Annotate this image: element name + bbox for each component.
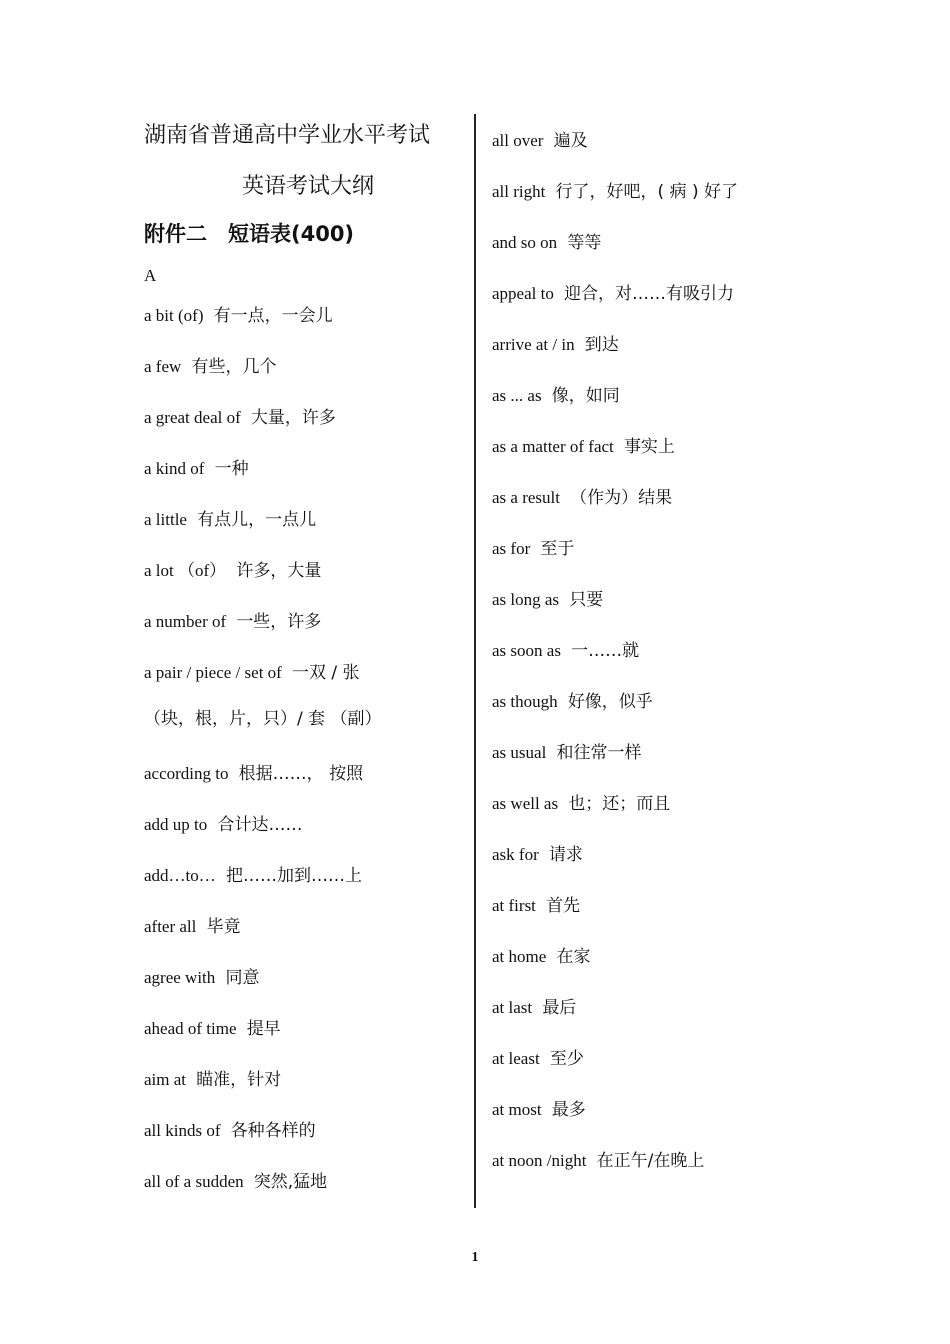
phrase-entry (144, 508, 316, 532)
phrase-chinese: 根据……， 按照 (238, 764, 364, 784)
phrase-english: add…to… (144, 866, 216, 885)
phrase-english: a lot （of） (144, 561, 227, 580)
phrase-english: add up to (144, 815, 208, 834)
document-title: 湖南省普通高中学业水平考试 (144, 123, 431, 148)
phrase-chinese: 只要 (569, 590, 604, 610)
phrase-chinese: 至少 (549, 1049, 584, 1069)
phrase-entry (492, 180, 738, 204)
phrase-chinese: 像，如同 (551, 386, 620, 406)
phrase-chinese: 有些，几个 (191, 357, 277, 377)
phrase-chinese: 行了，好吧，( 病 ) 好了 (555, 182, 739, 202)
phrase-entry (492, 129, 588, 153)
phrase-chinese: （作为）结果 (570, 488, 673, 508)
phrase-chinese: 首先 (546, 896, 581, 916)
phrase-chinese: 有一点，一会儿 (213, 306, 333, 326)
phrase-english: arrive at / in (492, 335, 575, 354)
phrase-chinese: 各种各样的 (230, 1121, 316, 1141)
column-divider (474, 114, 476, 1208)
phrase-english: a bit (of) (144, 306, 204, 325)
phrase-english: a kind of (144, 459, 205, 478)
document-subtitle: 英语考试大纲 (241, 174, 374, 199)
phrase-chinese: 事实上 (623, 437, 675, 457)
phrase-chinese: 一些，许多 (236, 612, 322, 632)
phrase-english: all right (492, 182, 546, 201)
phrase-chinese: 提早 (246, 1019, 281, 1039)
phrase-entry (492, 1149, 704, 1173)
phrase-english: all of a sudden (144, 1172, 244, 1191)
phrase-chinese: 一种 (214, 459, 249, 479)
phrase-entry (144, 457, 249, 481)
phrase-entry (492, 384, 620, 408)
phrase-chinese: 一双 / 张 (292, 663, 360, 683)
phrase-entry (144, 966, 259, 990)
phrase-chinese: 把……加到……上 (225, 866, 362, 886)
phrase-chinese: 在家 (556, 947, 591, 967)
phrase-english: according to (144, 764, 229, 783)
phrase-chinese: 等等 (567, 233, 602, 253)
phrase-chinese: 最后 (542, 998, 577, 1018)
phrase-entry (492, 1098, 586, 1122)
phrase-entry (492, 741, 641, 765)
phrase-entry (144, 762, 363, 786)
section-heading: 附件二 短语表(400) (144, 222, 355, 246)
phrase-english: at first (492, 896, 536, 915)
phrase-chinese: 毕竟 (206, 917, 241, 937)
phrase-english: at noon /night (492, 1151, 587, 1170)
phrase-english: a pair / piece / set of (144, 663, 282, 682)
phrase-english: as for (492, 539, 531, 558)
phrase-english: a great deal of (144, 408, 241, 427)
phrase-entry (144, 355, 276, 379)
phrase-entry (492, 996, 576, 1020)
phrase-chinese: 同意 (225, 968, 260, 988)
phrase-english: and so on (492, 233, 558, 252)
phrase-english: appeal to (492, 284, 554, 303)
phrase-english: at most (492, 1100, 542, 1119)
phrase-english: a number of (144, 612, 227, 631)
phrase-entry (144, 1017, 281, 1041)
page-number: 1 (471, 1250, 479, 1265)
phrase-entry (492, 690, 653, 714)
phrase-english: agree with (144, 968, 216, 987)
phrase-entry (144, 304, 333, 328)
phrase-chinese: 迎合，对……有吸引力 (564, 284, 735, 304)
phrase-entry (144, 813, 302, 837)
phrase-chinese: 好像，似乎 (567, 692, 653, 712)
phrase-english: as ... as (492, 386, 542, 405)
phrase-chinese: 和往常一样 (556, 743, 642, 763)
phrase-entry (144, 559, 321, 583)
phrase-entry (144, 864, 362, 888)
phrase-english: all over (492, 131, 544, 150)
phrase-entry (144, 610, 321, 634)
phrase-english: aim at (144, 1070, 187, 1089)
phrase-entry (492, 486, 672, 510)
phrase-entry (492, 945, 590, 969)
phrase-chinese: 也；还；而且 (568, 794, 671, 814)
phrase-english: at home (492, 947, 547, 966)
phrase-chinese: 有点儿，一点儿 (197, 510, 317, 530)
phrase-english: as usual (492, 743, 547, 762)
phrase-english: as a matter of fact (492, 437, 614, 456)
phrase-english: a few (144, 357, 182, 376)
phrase-entry (492, 1047, 584, 1071)
phrase-entry (492, 435, 675, 459)
section-letter: A (144, 266, 157, 285)
phrase-chinese: 合计达…… (217, 815, 303, 835)
phrase-chinese: 至于 (540, 539, 575, 559)
phrase-chinese: 一……就 (571, 641, 640, 661)
phrase-chinese: 遍及 (553, 131, 588, 151)
phrase-chinese: 许多，大量 (236, 561, 322, 581)
phrase-english: after all (144, 917, 197, 936)
phrase-english: as long as (492, 590, 560, 609)
phrase-entry (144, 406, 336, 430)
phrase-entry (144, 915, 241, 939)
phrase-chinese: （块，根，片，只）/ 套 （副） (144, 709, 382, 729)
phrase-entry (492, 231, 601, 255)
phrase-entry (492, 792, 670, 816)
phrase-entry (144, 707, 382, 731)
phrase-english: at least (492, 1049, 540, 1068)
phrase-chinese: 最多 (551, 1100, 586, 1120)
phrase-chinese: 瞄准，针对 (196, 1070, 282, 1090)
phrase-chinese: 大量，许多 (250, 408, 336, 428)
phrase-english: at last (492, 998, 533, 1017)
phrase-entry (492, 894, 580, 918)
phrase-entry (492, 588, 603, 612)
phrase-english: as though (492, 692, 558, 711)
phrase-entry (144, 661, 360, 685)
phrase-chinese: 在正午/在晚上 (596, 1151, 705, 1171)
phrase-entry (492, 639, 639, 663)
phrase-entry (144, 1119, 316, 1143)
phrase-chinese: 到达 (584, 335, 619, 355)
phrase-english: as soon as (492, 641, 561, 660)
phrase-english: as a result (492, 488, 560, 507)
phrase-entry (492, 282, 734, 306)
phrase-entry (492, 843, 583, 867)
phrase-entry (492, 537, 574, 561)
phrase-english: ahead of time (144, 1019, 237, 1038)
phrase-english: as well as (492, 794, 559, 813)
phrase-english: all kinds of (144, 1121, 221, 1140)
phrase-entry (144, 1170, 327, 1194)
phrase-chinese: 请求 (548, 845, 583, 865)
phrase-english: ask for (492, 845, 539, 864)
phrase-chinese: 突然,猛地 (253, 1172, 328, 1192)
phrase-entry (144, 1068, 281, 1092)
phrase-english: a little (144, 510, 187, 529)
phrase-entry (492, 333, 619, 357)
